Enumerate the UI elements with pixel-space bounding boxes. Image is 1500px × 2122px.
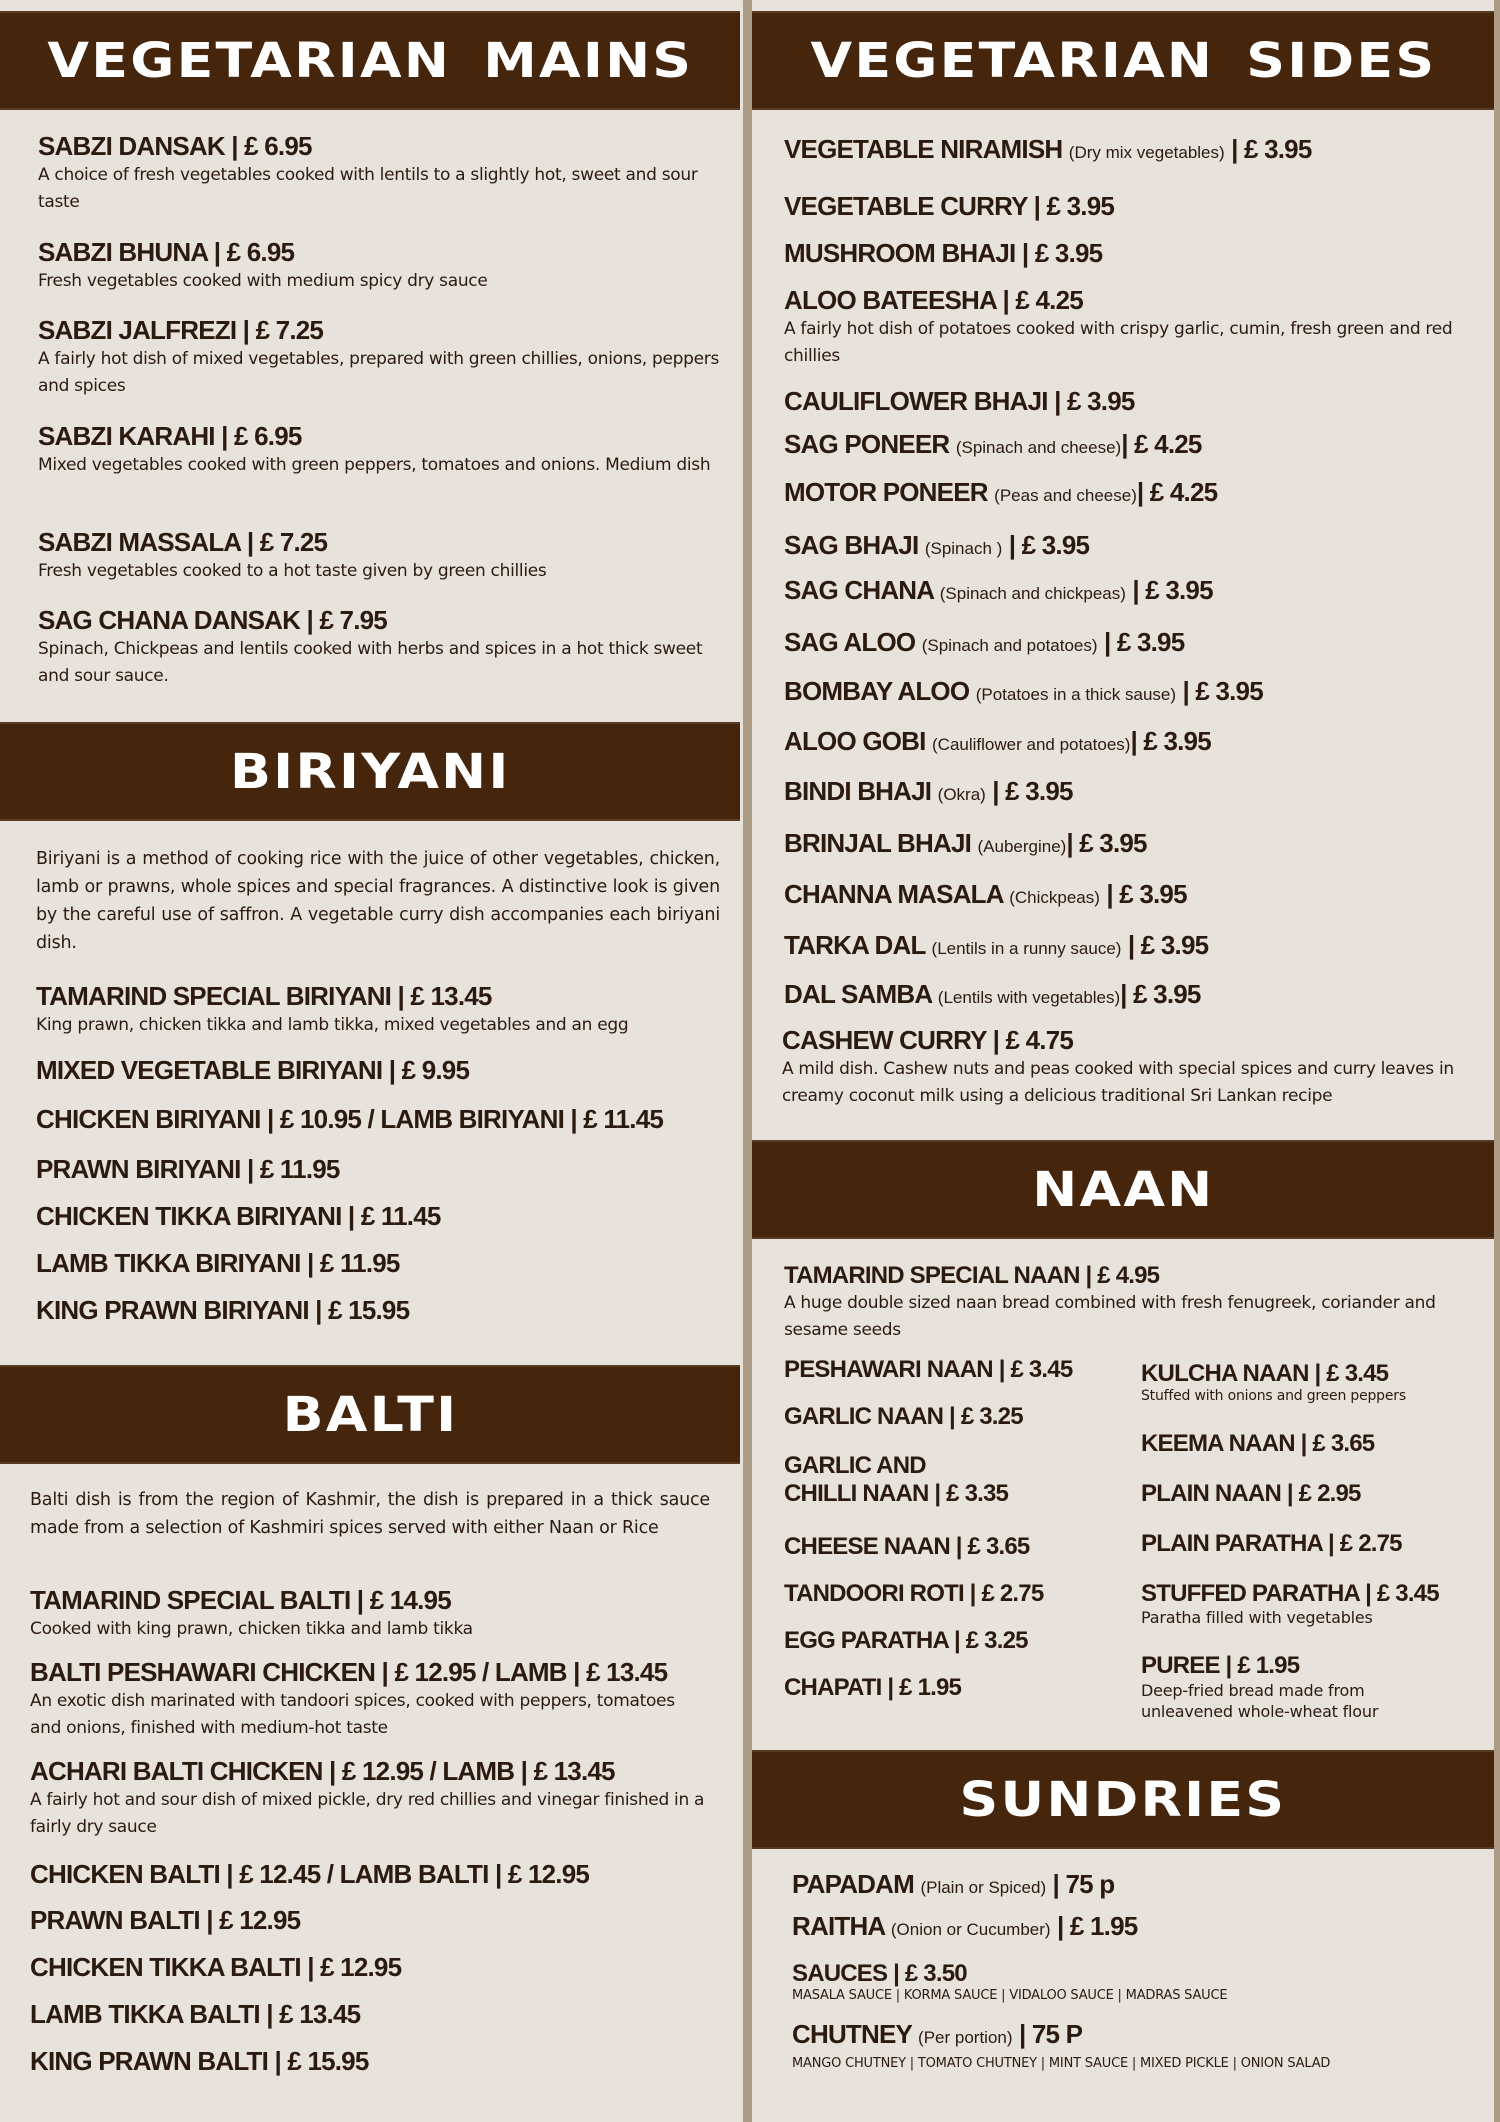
item-description: Fresh vegetables cooked to a hot taste given by green chillies [38,560,547,581]
menu-item [784,192,1114,222]
menu-item [784,286,1484,370]
item-note: (Potatoes in a thick sause) [975,685,1177,704]
menu-item [784,980,1201,1010]
item-name-price: TAMARIND SPECIAL NAAN | £ 4.95 [784,1262,1160,1289]
item-name: GARLIC AND [784,1452,926,1479]
menu-item [784,880,1187,910]
item-price: | £ 3.50 [893,1960,967,1987]
menu-item: EGG PARATHA | £ 3.25 [784,1627,1028,1654]
item-name-price: SABZI BHUNA | £ 6.95 [38,237,295,267]
menu-item [792,1870,1114,1900]
item-price: | £ 4.25 [1136,477,1218,507]
menu-item: LAMB TIKKA BIRIYANI | £ 11.95 [36,1248,400,1278]
item-note: (Spinach and chickpeas) [939,584,1126,603]
item-options: MASALA SAUCE | KORMA SAUCE | VIDALOO SAUCE | MADRAS SAUCE [792,1987,1228,2003]
item-price: | £ 3.95 [992,776,1073,806]
item-description: A mild dish. Cashew nuts and peas cooked with special spices and curry leaves in creamy coconut milk using a delicious traditional Sri Lankan recipe [782,1058,1454,1106]
item-price: | £ 1.95 [1057,1911,1138,1941]
item-price: | £ 4.25 [1121,429,1202,459]
item-price: | £ 3.95 [1127,930,1209,960]
item-price: | £ 3.95 [1033,191,1115,221]
menu-item: GARLIC NAAN | £ 3.25 [784,1403,1023,1430]
menu-item [792,1960,1227,2003]
menu-item: CHICKEN TIKKA BALTI | £ 12.95 [30,1952,402,1982]
menu-item: CHICKEN TIKKA BIRIYANI | £ 11.45 [36,1201,441,1231]
item-price: | £ 3.95 [1182,676,1263,706]
menu-item [36,982,736,1039]
item-note: (Dry mix vegetables) [1068,143,1225,162]
menu-item [38,238,738,295]
menu-item [784,387,1135,417]
menu-item: CHAPATI | £ 1.95 [784,1674,962,1701]
menu-item [784,628,1184,658]
item-name: BINDI BHAJI [784,776,932,806]
menu-item [38,606,738,690]
item-name: TARKA DAL [784,930,926,960]
page-edge [1494,0,1500,2122]
item-options: MANGO CHUTNEY | TOMATO CHUTNEY | MINT SAUCE | MIXED PICKLE | ONION SALAD [792,2055,1331,2071]
item-name: RAITHA [792,1911,885,1941]
section-banner [0,11,740,110]
item-description: unleavened whole-wheat flour [1141,1701,1379,1721]
item-name-price: STUFFED PARATHA | £ 3.45 [1141,1580,1439,1607]
section-banner [752,11,1494,110]
item-name-price: TAMARIND SPECIAL BIRIYANI | £ 13.45 [36,981,492,1011]
item-name-price: SABZI DANSAK | £ 6.95 [38,131,312,161]
menu-item [784,829,1147,859]
item-note: (Okra) [937,785,986,804]
menu-item [30,1658,690,1742]
item-price: | £ 3.95 [1054,386,1135,416]
menu-item [784,531,1089,561]
item-note: (Onion or Cucumber) [890,1920,1051,1939]
item-name-price: SABZI JALFREZI | £ 7.25 [38,315,324,345]
item-note: (Chickpeas) [1009,888,1100,907]
item-price: | £ 4.25 [1002,285,1083,315]
menu-item [784,931,1208,961]
item-name: CAULIFLOWER BHAJI [784,386,1048,416]
item-name: SAG ALOO [784,627,916,657]
item-name: BRINJAL BHAJI [784,828,972,858]
menu-item [782,1026,1494,1110]
section-banner [752,1140,1494,1239]
menu-item: PRAWN BALTI | £ 12.95 [30,1905,301,1935]
item-name: BOMBAY ALOO [784,676,970,706]
item-description: A fairly hot dish of mixed vegetables, prepared with green chillies, onions, peppers and spices [38,348,720,396]
item-price: | £ 3.95 [1106,879,1187,909]
menu-item [784,576,1213,606]
item-price: | 75 P [1018,2019,1083,2049]
item-name-price: CHILLI NAAN | £ 3.35 [784,1479,1009,1507]
item-note: (Peas and cheese) [994,486,1137,505]
menu-item [784,430,1202,460]
item-description: Fresh vegetables cooked with medium spicy dry sauce [38,270,488,291]
item-description: Paratha filled with vegetables [1141,1607,1373,1627]
item-name: SAUCES [792,1960,888,1987]
item-name-price: SAG CHANA DANSAK | £ 7.95 [38,605,387,635]
menu-item [784,135,1312,165]
item-description: Mixed vegetables cooked with green peppers, tomatoes and onions. Medium dish [38,454,711,475]
menu-item [792,1912,1137,1942]
menu-item: CHEESE NAAN | £ 3.65 [784,1533,1030,1560]
menu-item: CHICKEN BIRIYANI | £ 10.95 / LAMB BIRIYANI | £ 11.45 [36,1104,664,1134]
item-description: A fairly hot dish of potatoes cooked with crispy garlic, cumin, fresh green and red chillies [784,318,1453,366]
item-description: Spinach, Chickpeas and lentils cooked with herbs and spices in a hot thick sweet and sour sauce. [38,638,703,686]
section-banner [752,1750,1494,1849]
menu-item: KING PRAWN BALTI | £ 15.95 [30,2046,369,2076]
item-name: CHUTNEY [792,2019,912,2049]
menu-item: KING PRAWN BIRIYANI | £ 15.95 [36,1295,410,1325]
item-price: | £ 3.95 [1103,627,1185,657]
menu-item [30,1586,740,1643]
item-note: (Per portion) [918,2028,1013,2047]
menu-item [784,239,1102,269]
item-description: Deep-fried bread made from [1141,1680,1365,1700]
section-intro: Balti dish is from the region of Kashmir, the dish is prepared in a thick sauce made from a selection of Kashmiri spices served with either Naan or Rice [30,1490,710,1538]
item-description: King prawn, chicken tikka and lamb tikka, mixed vegetables and an egg [36,1014,629,1035]
menu-item: PESHAWARI NAAN | £ 3.45 [784,1356,1073,1383]
menu-item: PLAIN PARATHA | £ 2.75 [1141,1530,1402,1557]
item-name-price: TAMARIND SPECIAL BALTI | £ 14.95 [30,1585,451,1615]
item-note: (Lentils with vegetables) [937,988,1121,1007]
menu-item [1141,1652,1378,1722]
item-name: SAG PONEER [784,429,950,459]
item-price: | 75 p [1052,1869,1115,1899]
section-title: SUNDRIES [959,1771,1287,1828]
item-price: | £ 3.95 [1120,979,1201,1009]
menu-item [784,727,1211,757]
menu-item [38,132,738,216]
item-name: ALOO GOBI [784,726,926,756]
menu-item [784,1452,1008,1507]
column-divider [743,0,752,2122]
item-price: | £ 3.95 [1066,828,1147,858]
menu-item: TANDOORI ROTI | £ 2.75 [784,1580,1044,1607]
item-price: | £ 3.95 [1130,726,1211,756]
menu-item: CHICKEN BALTI | £ 12.45 / LAMB BALTI | £ 12.95 [30,1859,590,1889]
item-description: A choice of fresh vegetables cooked with lentils to a slightly hot, sweet and sour taste [38,164,698,212]
item-description: A fairly hot and sour dish of mixed pickle, dry red chillies and vinegar finished in a fairly dry sauce [30,1789,705,1837]
item-note: (Spinach ) [924,539,1003,558]
item-description: An exotic dish marinated with tandoori spices, cooked with peppers, tomatoes and onions, finished with medium-hot taste [30,1690,675,1738]
item-name: CASHEW CURRY [782,1025,987,1055]
section-title: NAAN [1031,1161,1215,1218]
item-name-price: SABZI KARAHI | £ 6.95 [38,421,302,451]
section-title: VEGETARIAN SIDES [810,32,1436,89]
item-name: MOTOR PONEER [784,477,988,507]
menu-item [792,2020,1330,2071]
menu-item [1141,1360,1406,1404]
menu-item [784,478,1217,508]
item-price: | £ 3.95 [1231,134,1312,164]
menu-item [38,528,738,585]
item-name: CHANNA MASALA [784,879,1003,909]
section-banner [0,1365,740,1464]
item-name-price: PUREE | £ 1.95 [1141,1652,1300,1679]
item-note: (Aubergine) [977,837,1067,856]
item-note: (Cauliflower and potatoes) [932,735,1131,754]
item-name-price: KULCHA NAAN | £ 3.45 [1141,1360,1389,1387]
menu-item [784,677,1263,707]
section-intro: Biriyani is a method of cooking rice with the juice of other vegetables, chicken, lamb or prawns, whole spices and special fragrances. A distinctive look is given by the careful use of saffron. A vegetable curry dish accompanies each biriyani dish. [36,849,720,953]
item-name: VEGETABLE CURRY [784,191,1028,221]
menu-item: MIXED VEGETABLE BIRIYANI | £ 9.95 [36,1055,470,1085]
item-name-price: SABZI MASSALA | £ 7.25 [38,527,328,557]
menu-item [30,1757,710,1841]
section-title: VEGETARIAN MAINS [47,32,693,89]
item-price: | £ 3.95 [1008,530,1090,560]
section-title: BALTI [282,1386,458,1443]
item-description: Stuffed with onions and green peppers [1141,1387,1406,1404]
menu-item [38,316,738,400]
item-note: (Spinach and cheese) [955,438,1122,457]
item-name: SAG CHANA [784,575,934,605]
item-name: ALOO BATEESHA [784,285,997,315]
item-name: SAG BHAJI [784,530,919,560]
menu-item [1141,1580,1439,1627]
menu-item: PLAIN NAAN | £ 2.95 [1141,1480,1361,1507]
item-name: MUSHROOM BHAJI [784,238,1016,268]
item-price: | £ 3.95 [1132,575,1213,605]
item-description: A huge double sized naan bread combined with fresh fenugreek, coriander and sesame seeds [784,1292,1436,1340]
menu-item [784,777,1073,807]
item-note: (Plain or Spiced) [920,1878,1047,1897]
menu-item: KEEMA NAAN | £ 3.65 [1141,1430,1375,1457]
section-banner [0,722,740,821]
menu-item: LAMB TIKKA BALTI | £ 13.45 [30,1999,361,2029]
item-name: VEGETABLE NIRAMISH [784,134,1063,164]
item-price: | £ 3.95 [1021,238,1103,268]
item-name-price: BALTI PESHAWARI CHICKEN | £ 12.95 / LAMB | £ 13.45 [30,1657,668,1687]
item-name: PAPADAM [792,1869,914,1899]
item-name: DAL SAMBA [784,979,932,1009]
item-note: (Spinach and potatoes) [921,636,1098,655]
menu-item [784,1262,1484,1344]
section-title: BIRIYANI [229,743,511,800]
item-description: Cooked with king prawn, chicken tikka and lamb tikka [30,1618,473,1639]
item-note: (Lentils in a runny sauce) [931,939,1122,958]
menu-item: PRAWN BIRIYANI | £ 11.95 [36,1154,340,1184]
item-price: | £ 4.75 [992,1025,1074,1055]
item-name-price: ACHARI BALTI CHICKEN | £ 12.95 / LAMB | £ 13.45 [30,1756,615,1786]
menu-item [38,422,738,479]
